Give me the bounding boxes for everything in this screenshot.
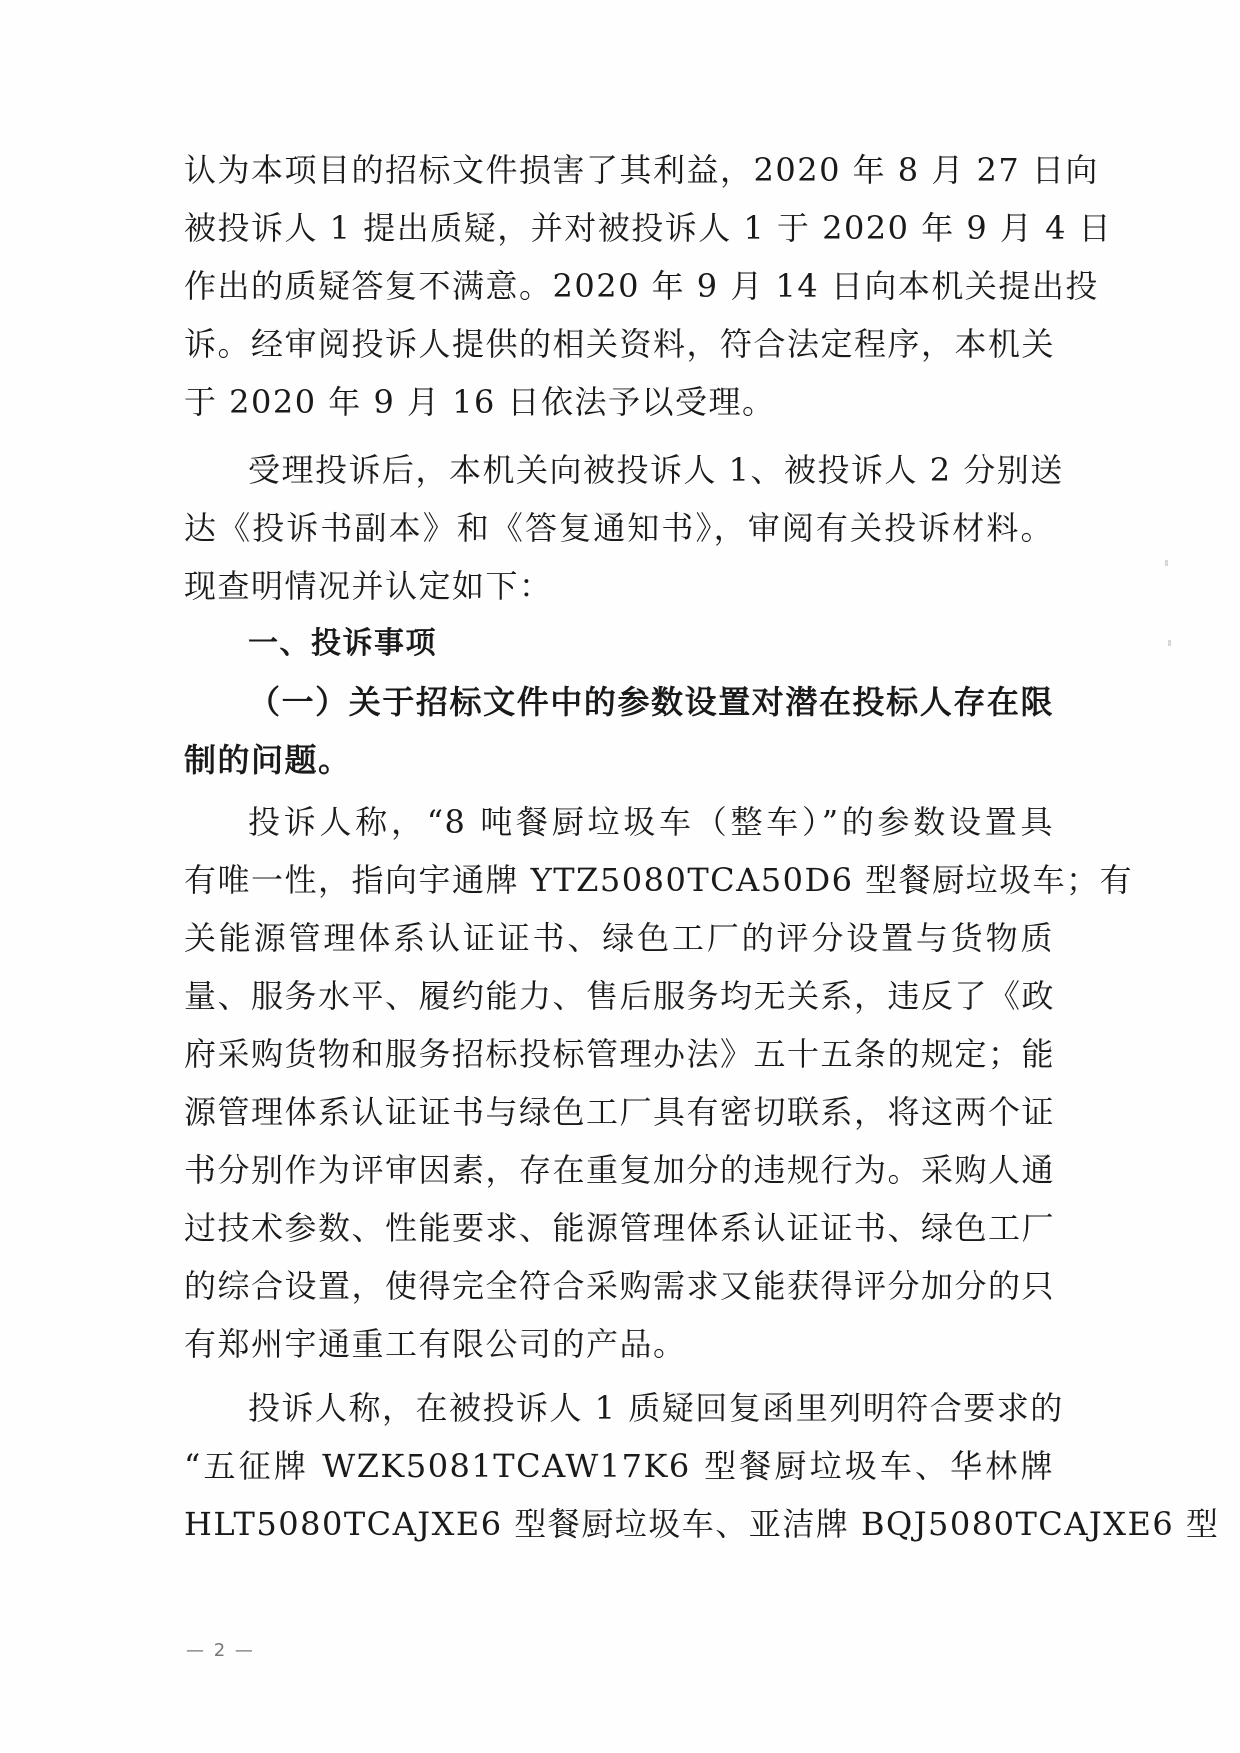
section-heading: 一、投诉事项 [248,626,437,661]
paragraph-line: 现查明情况并认定如下： [184,567,553,605]
paragraph-line: 认为本项目的招标文件损害了其利益，2020 年 8 月 27 日向 [184,151,1099,189]
paragraph-line: “五征牌 WZK5081TCAW17K6 型餐厨垃圾车、华林牌 [184,1447,1054,1485]
paragraph-line: 诉。经审阅投诉人提供的相关资料，符合法定程序，本机关 [184,325,1056,363]
paragraph-line: 量、服务水平、履约能力、售后服务均无关系，违反了《政 [184,977,1056,1015]
paragraph-line: 有唯一性，指向宇通牌 YTZ5080TCA50D6 型餐厨垃圾车；有 [184,861,1134,899]
paragraph-line: 被投诉人 1 提出质疑，并对被投诉人 1 于 2020 年 9 月 4 日 [184,209,1113,247]
paragraph-line: HLT5080TCAJXE6 型餐厨垃圾车、亚洁牌 BQJ5080TCAJXE6 型 [184,1505,1220,1543]
page-number: — 2 — [186,1640,255,1661]
paragraph-line: 受理投诉后，本机关向被投诉人 1、被投诉人 2 分别送 [248,451,1064,489]
paragraph-line: 的综合设置，使得完全符合采购需求又能获得评分加分的只 [184,1267,1056,1305]
paragraph-line: 达《投诉书副本》和《答复通知书》，审阅有关投诉材料。 [184,509,1054,547]
paragraph-line: 源管理体系认证证书与绿色工厂具有密切联系，将这两个证 [184,1093,1056,1131]
paragraph-line: 于 2020 年 9 月 16 日依法予以受理。 [184,383,776,421]
paragraph-line: 关能源管理体系认证证书、绿色工厂的评分设置与货物质 [184,919,1054,957]
paragraph-line: 作出的质疑答复不满意。2020 年 9 月 14 日向本机关提出投 [184,267,1099,305]
paragraph-line: 书分别作为评审因素，存在重复加分的违规行为。采购人通 [184,1151,1056,1189]
paragraph-line: 有郑州宇通重工有限公司的产品。 [184,1325,687,1363]
paragraph-line: 投诉人称，“8 吨餐厨垃圾车（整车）”的参数设置具 [248,803,1054,841]
paragraph-line: 府采购货物和服务招标投标管理办法》五十五条的规定；能 [184,1035,1056,1073]
scan-artifact [1168,640,1171,646]
paragraph-line: 过技术参数、性能要求、能源管理体系认证证书、绿色工厂 [184,1209,1056,1247]
scan-artifact [1165,560,1168,566]
subsection-heading: 制的问题。 [184,741,352,779]
subsection-heading: （一）关于招标文件中的参数设置对潜在投标人存在限 [248,683,1054,721]
paragraph-line: 投诉人称，在被投诉人 1 质疑回复函里列明符合要求的 [248,1389,1064,1427]
